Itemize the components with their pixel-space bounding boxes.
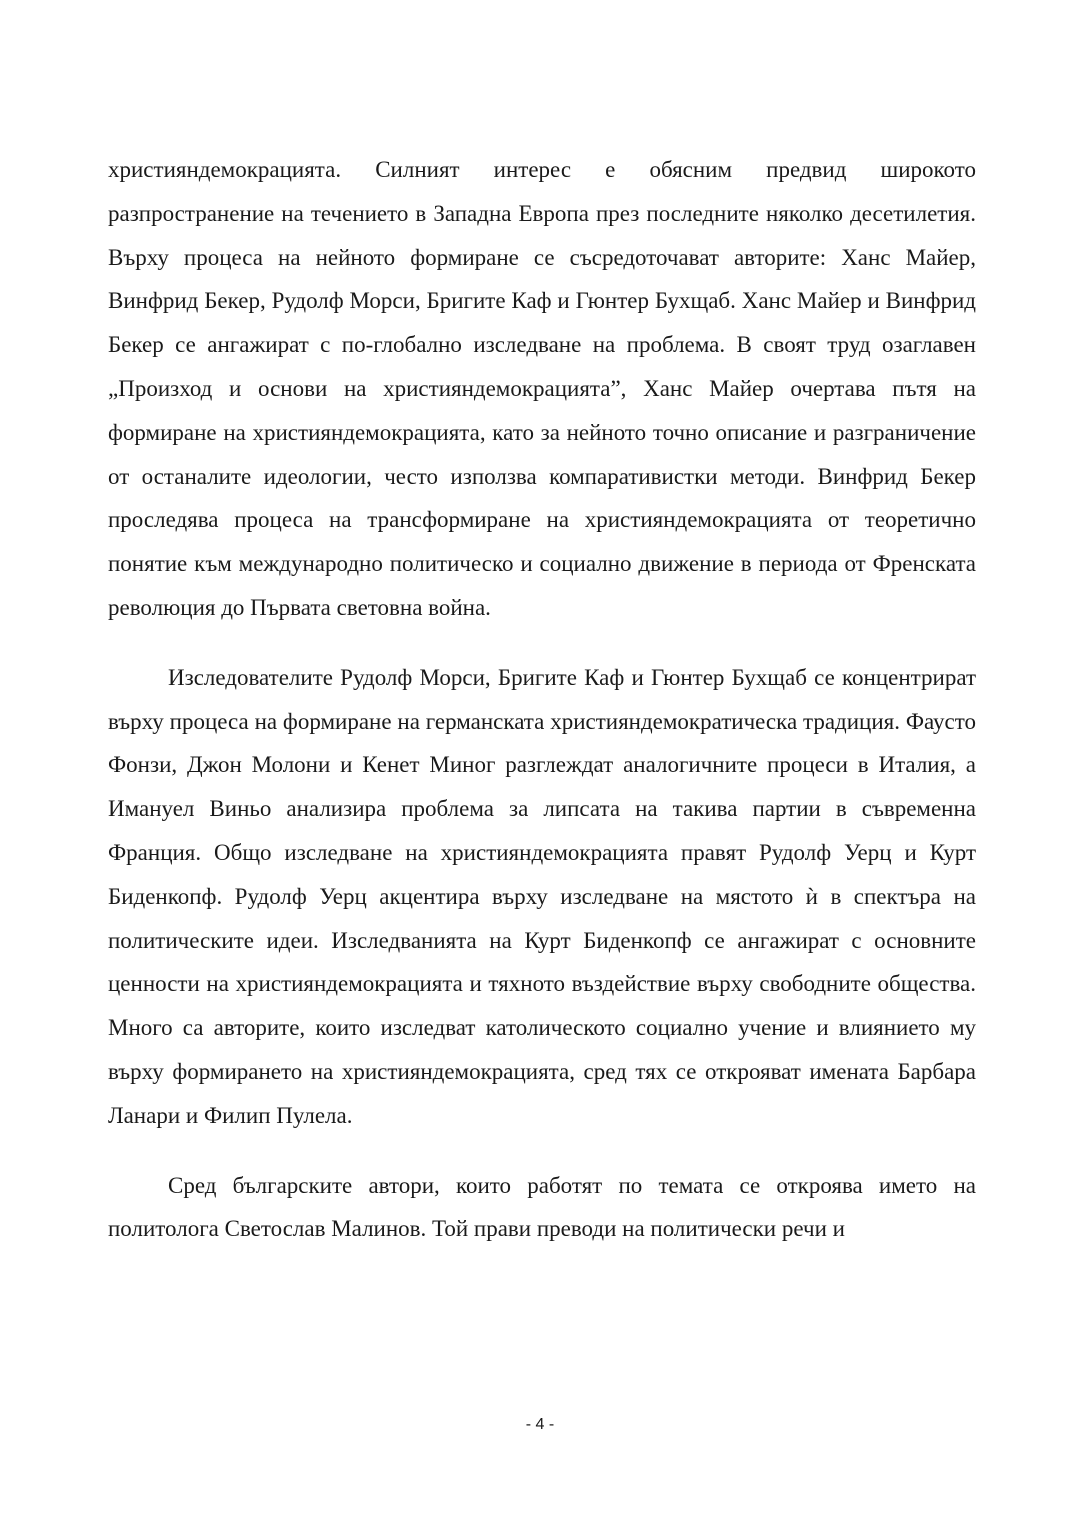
body-text bbox=[108, 148, 976, 1251]
page-number: - 4 - bbox=[525, 1416, 555, 1433]
paragraph-2: Изследователите Рудолф Морси, Бригите Каф и Гюнтер Бухщаб се концентрират върху процеса на формиране на германската християндемократическа традиция. Фаусто Фонзи, Джон Молони и Кенет Миног разглеждат аналогичните процеси в Италия, а Имануел Виньо анализира проблема за липсата на такива партии в съвременна Франция. Общо изследване на християндемокрацията правят Рудолф Уерц и Курт Биденкопф. Рудолф Уерц акцентира върху изследване на мястото ѝ в спектъра на политическите идеи. Изследванията на Курт Биденкопф се ангажират с основните ценности на християндемокрацията и тяхното въздействие върху свободните общества. Много са авторите, които изследват католическото социално учение и влиянието му върху формирането на християндемокрацията, сред тях се открояват имената Барбара Ланари и Филип Пулела. bbox=[108, 664, 976, 1128]
paragraph-1: християндемокрацията. Силният интерес е обясним предвид широкото разпространение на течението в Западна Европа през последните няколко десетилетия. Върху процеса на нейното формиране се съсредоточават авторите: Ханс Майер, Винфрид Бекер, Рудолф Морси, Бригите Каф и Гюнтер Бухщаб. Ханс Майер и Винфрид Бекер се ангажират с по-глобално изследване на проблема. В своят труд озаглавен „Произход и основи на християндемокрацията”, Ханс Майер очертава пътя на формиране на християндемокрацията, като за нейното точно описание и разграничение от останалите идеологии, често използва компаративистки методи. Винфрид Бекер проследява процеса на трансформиране на християндемокрацията от теоретично понятие към международно политическо и социално движение в периода от Френската революция до Първата световна война. bbox=[108, 157, 976, 620]
paragraph-3: Сред българските автори, които работят по темата се откроява името на политолога Светослав Малинов. Той прави преводи на политически речи и bbox=[108, 1172, 976, 1242]
